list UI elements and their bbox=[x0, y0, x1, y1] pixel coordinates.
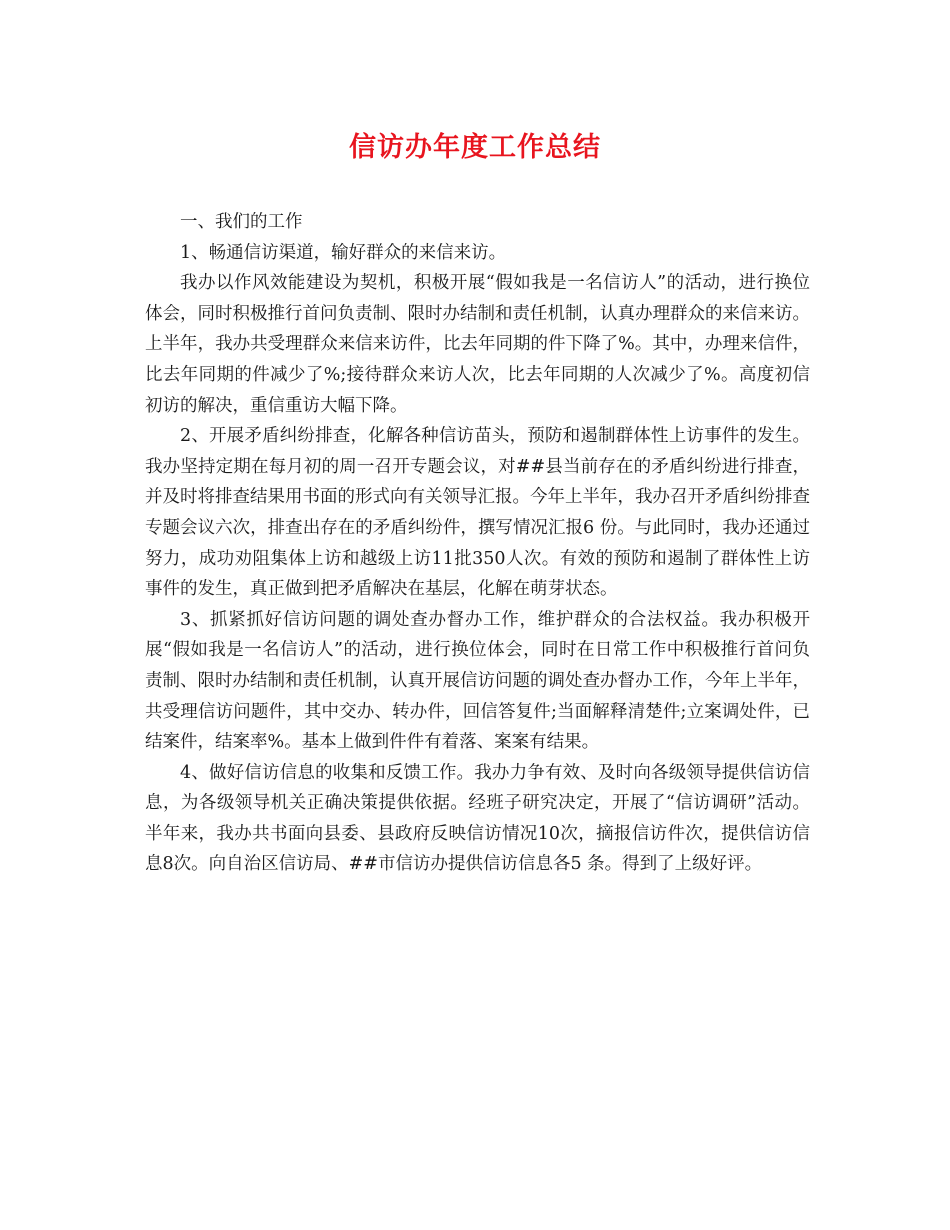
document-title: 信访办年度工作总结 bbox=[349, 132, 601, 163]
paragraph-4: 4、做好信访信息的收集和反馈工作。我办力争有效、及时向各级领导提供信访信息，为各级领导机关正确决策提供依据。经班子研究决定，开展了“信访调研”活动。半年来，我办共书面向县委、县政府反映信访情况10次，摘报信访件次，提供信访信息8次。向自治区信访局、##市信访办提供信访信息各5 条。得到了上级好评。 bbox=[145, 762, 810, 875]
paragraph-2: 2、开展矛盾纠纷排查，化解各种信访苗头，预防和遏制群体性上访事件的发生。我办坚持定期在每月初的周一召开专题会议，对##县当前存在的矛盾纠纷进行排查，并及时将排查结果用书面的形式向有关领导汇报。今年上半年，我办召开矛盾纠纷排查专题会议六次，排查出存在的矛盾纠纷件，撰写情况汇报6 份。与此同时，我办还通过努力，成功劝阻集体上访和越级上访11批350人次。有效的预防和遏制了群体性上访事件的发生，真正做到把矛盾解决在基层，化解在萌芽状态。 bbox=[145, 426, 810, 600]
item-heading-1: 1、畅通信访渠道，输好群众的来信来访。 bbox=[180, 242, 507, 263]
section-heading: 一、我们的工作 bbox=[180, 212, 303, 232]
paragraph-1: 我办以作风效能建设为契机，积极开展“假如我是一名信访人”的活动，进行换位体会，同时积极推行首问负责制、限时办结制和责任机制，认真办理群众的来信来访。上半年，我办共受理群众来信来访件，比去年同期的件下降了%。其中，办理来信件，比去年同期的件减少了%;接待群众来访人次，比去年同期的人次减少了%。高度初信初访的解决，重信重访大幅下降。 bbox=[145, 273, 810, 416]
document-body bbox=[145, 207, 810, 880]
paragraph-3: 3、抓紧抓好信访问题的调处查办督办工作，维护群众的合法权益。我办积极开展“假如我是一名信访人”的活动，进行换位体会，同时在日常工作中积极推行首问负责制、限时办结制和责任机制，认真开展信访问题的调处查办督办工作，今年上半年，共受理信访问题件，其中交办、转办件，回信答复件;当面解释清楚件;立案调处件，已结案件，结案率%。基本上做到件件有着落、案案有结果。 bbox=[145, 609, 810, 753]
